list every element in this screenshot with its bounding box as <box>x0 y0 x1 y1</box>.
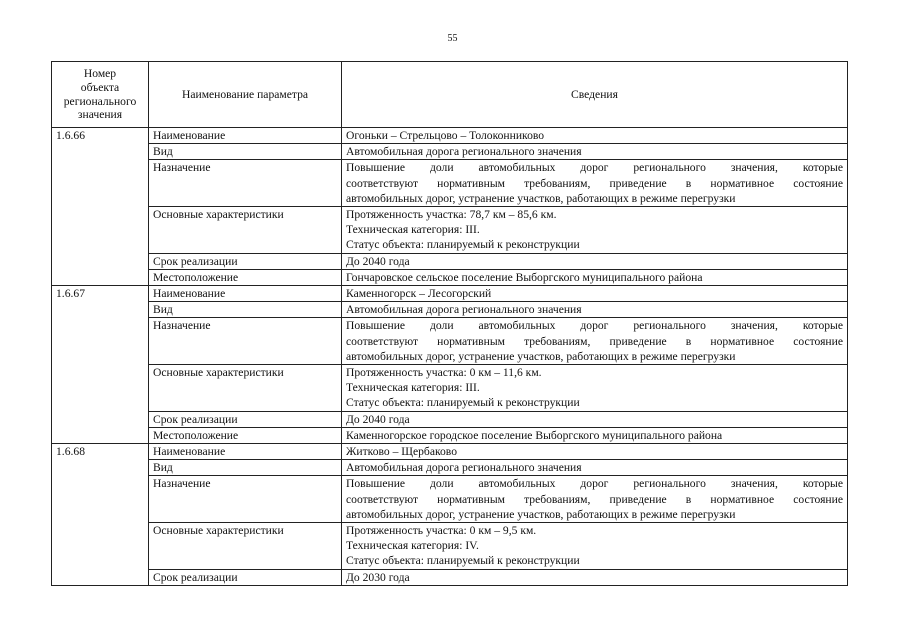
object-location-value: Гончаровское сельское поселение Выборгского муниципального района <box>342 269 848 285</box>
object-purpose-value: Повышение доли автомобильных дорог регионального значения, которые соответствуют нормативным требованиям, приведение в нормативное состояние автомобильных дорог, устранение участков, работающих в режиме перегрузки <box>342 318 848 365</box>
table-row <box>52 253 848 269</box>
param-label-purpose: Назначение <box>149 476 342 523</box>
param-label-term: Срок реализации <box>149 411 342 427</box>
table-row <box>52 365 848 412</box>
header-info: Сведения <box>342 62 848 128</box>
param-label-characteristics: Основные характеристики <box>149 365 342 412</box>
param-label-type: Вид <box>149 144 342 160</box>
table-row <box>52 476 848 523</box>
regional-objects-table <box>51 61 848 586</box>
object-type-value: Автомобильная дорога регионального значения <box>342 302 848 318</box>
object-type-value: Автомобильная дорога регионального значения <box>342 460 848 476</box>
object-name-value: Каменногорск – Лесогорский <box>342 286 848 302</box>
object-term-value: До 2040 года <box>342 253 848 269</box>
table-row <box>52 207 848 254</box>
param-label-name: Наименование <box>149 286 342 302</box>
object-type-value: Автомобильная дорога регионального значения <box>342 144 848 160</box>
object-purpose-value: Повышение доли автомобильных дорог регионального значения, которые соответствуют нормативным требованиям, приведение в нормативное состояние автомобильных дорог, устранение участков, работающих в режиме перегрузки <box>342 160 848 207</box>
param-label-characteristics: Основные характеристики <box>149 207 342 254</box>
object-name-value: Житково – Щербаково <box>342 444 848 460</box>
param-label-name: Наименование <box>149 444 342 460</box>
table-row <box>52 460 848 476</box>
object-term-value: До 2040 года <box>342 411 848 427</box>
param-label-type: Вид <box>149 302 342 318</box>
param-label-characteristics: Основные характеристики <box>149 523 342 570</box>
object-term-value: До 2030 года <box>342 569 848 585</box>
table-row <box>52 569 848 585</box>
object-number: 1.6.67 <box>52 286 149 444</box>
object-characteristics-value: Протяженность участка: 0 км – 9,5 км. Техническая категория: IV. Статус объекта: планируемый к реконструкции <box>342 523 848 570</box>
table-row <box>52 411 848 427</box>
table-row <box>52 523 848 570</box>
param-label-term: Срок реализации <box>149 253 342 269</box>
table-row <box>52 269 848 285</box>
object-number: 1.6.68 <box>52 444 149 586</box>
param-label-purpose: Назначение <box>149 160 342 207</box>
object-location-value: Каменногорское городское поселение Выборгского муниципального района <box>342 427 848 443</box>
header-object-number: Номер объекта регионального значения <box>52 62 149 128</box>
table-row <box>52 318 848 365</box>
param-label-location: Местоположение <box>149 269 342 285</box>
object-name-value: Огоньки – Стрельцово – Толоконниково <box>342 128 848 144</box>
param-label-type: Вид <box>149 460 342 476</box>
param-label-name: Наименование <box>149 128 342 144</box>
param-label-term: Срок реализации <box>149 569 342 585</box>
table-row <box>52 302 848 318</box>
table-row <box>52 444 848 460</box>
param-label-purpose: Назначение <box>149 318 342 365</box>
table-row <box>52 427 848 443</box>
object-characteristics-value: Протяженность участка: 78,7 км – 85,6 км. Техническая категория: III. Статус объекта: планируемый к реконструкции <box>342 207 848 254</box>
table-row <box>52 286 848 302</box>
object-purpose-value: Повышение доли автомобильных дорог регионального значения, которые соответствуют нормативным требованиям, приведение в нормативное состояние автомобильных дорог, устранение участков, работающих в режиме перегрузки <box>342 476 848 523</box>
table-header-row <box>52 62 848 128</box>
param-label-location: Местоположение <box>149 427 342 443</box>
object-characteristics-value: Протяженность участка: 0 км – 11,6 км. Техническая категория: III. Статус объекта: планируемый к реконструкции <box>342 365 848 412</box>
table-row <box>52 128 848 144</box>
header-parameter-name: Наименование параметра <box>149 62 342 128</box>
object-number: 1.6.66 <box>52 128 149 286</box>
table-row <box>52 144 848 160</box>
page-number: 55 <box>447 33 458 44</box>
table-row <box>52 160 848 207</box>
